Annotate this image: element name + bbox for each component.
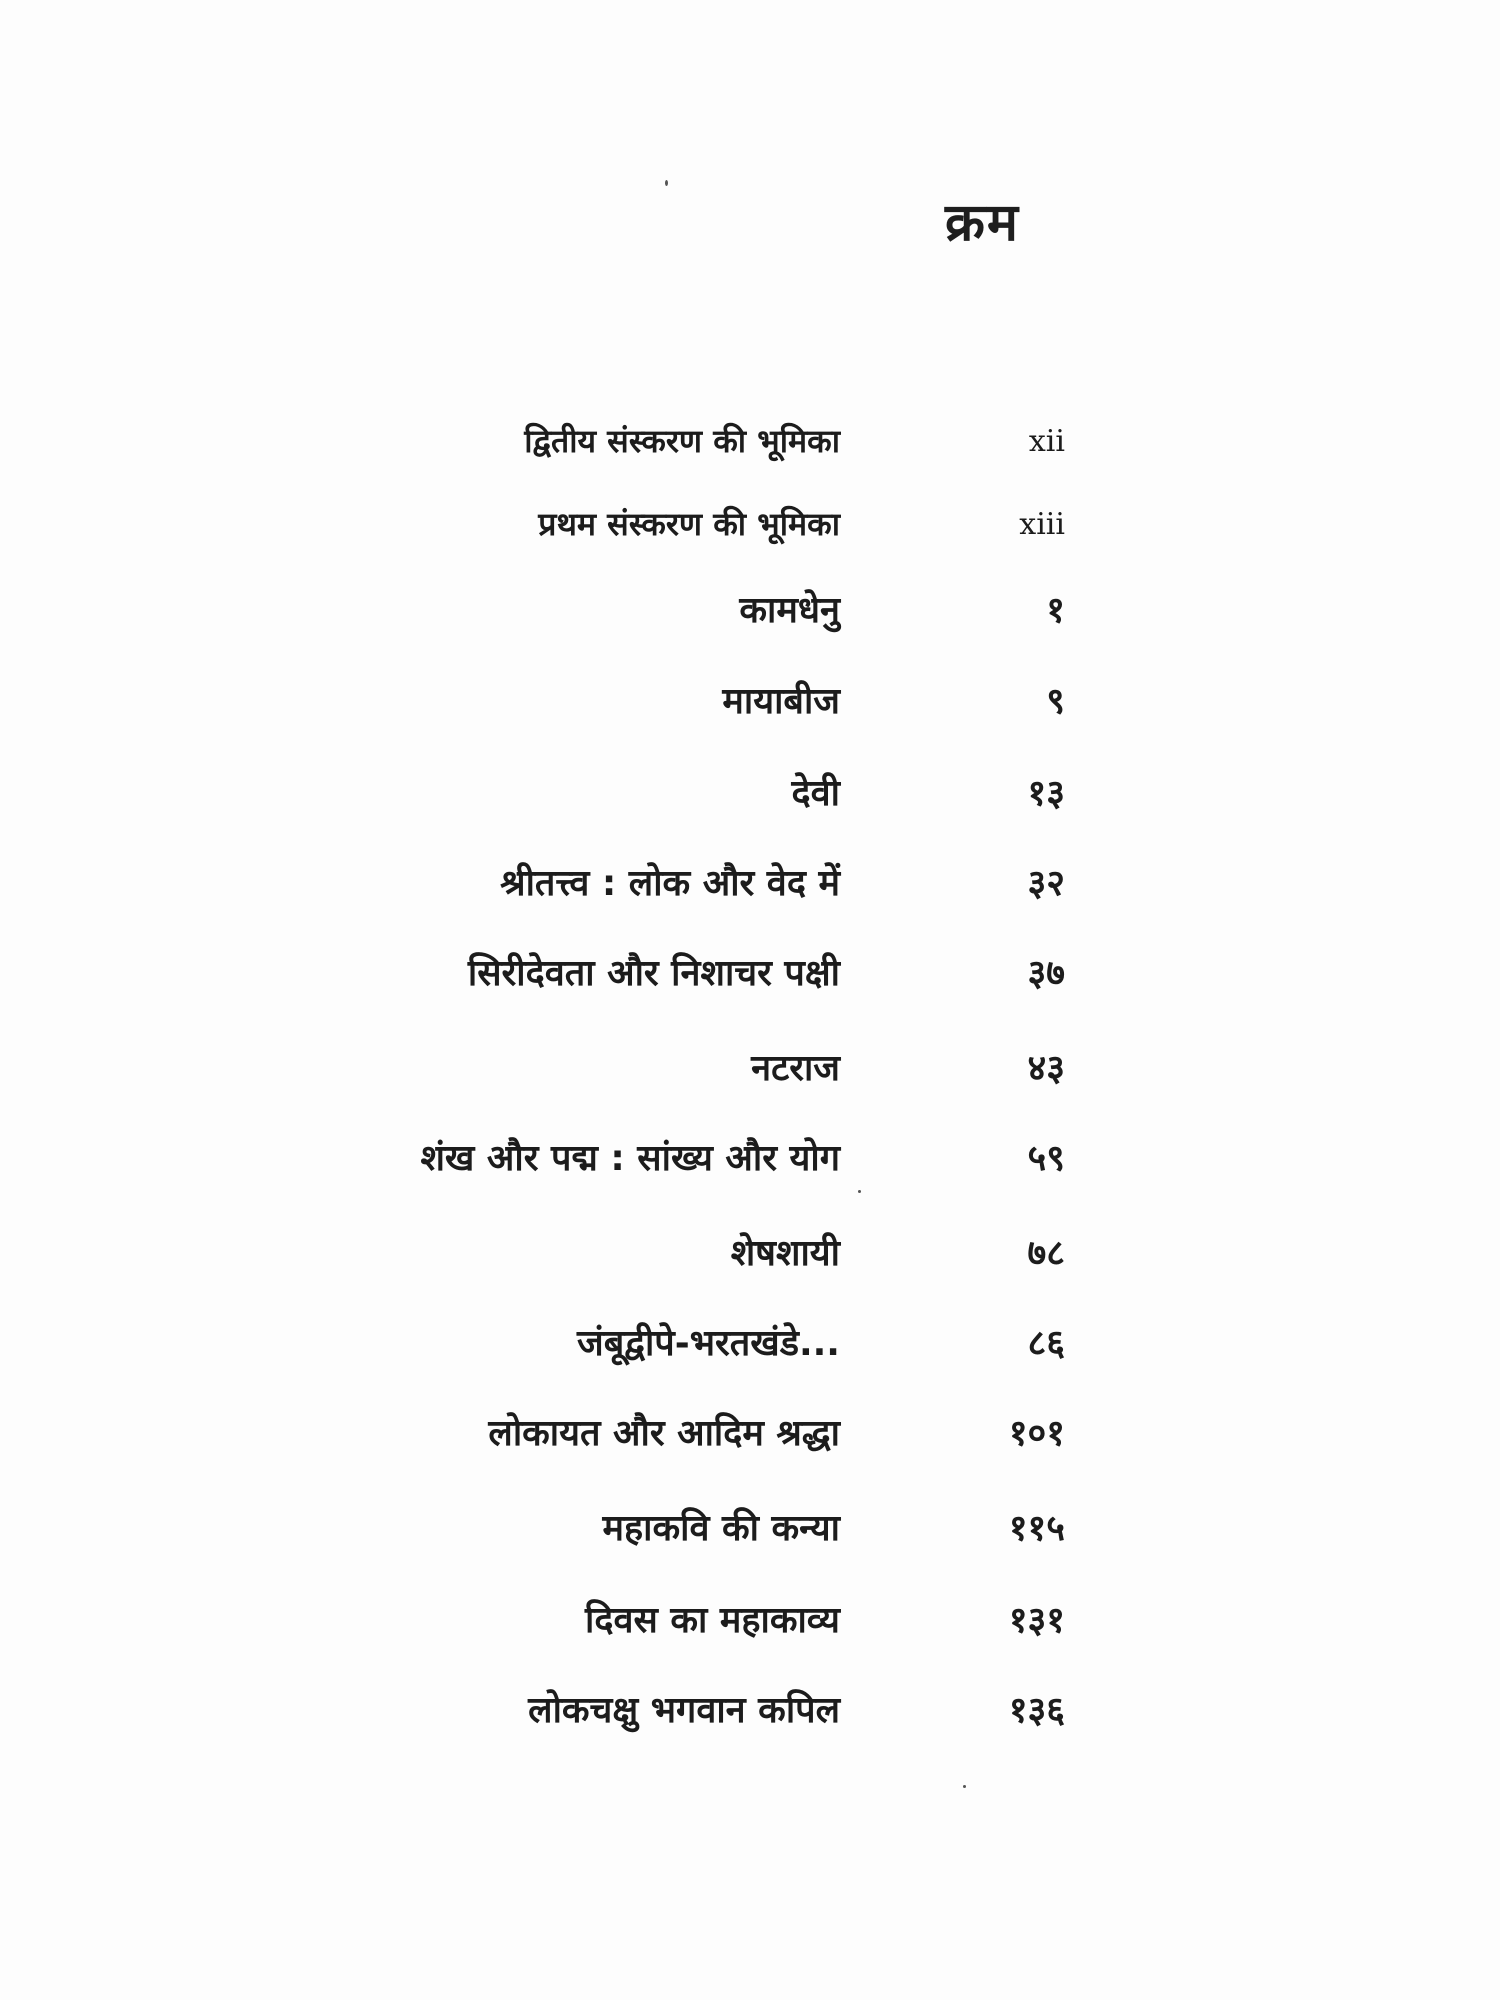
toc-entry bbox=[0, 845, 1500, 905]
toc-entry bbox=[0, 400, 1500, 460]
toc-entry-page: ३७ bbox=[1027, 952, 1065, 994]
toc-entry-page: ३२ bbox=[1027, 862, 1065, 904]
toc-entry bbox=[0, 1030, 1500, 1090]
print-speck bbox=[858, 1190, 861, 1193]
toc-entry bbox=[0, 483, 1500, 543]
toc-entry bbox=[0, 1582, 1500, 1642]
toc-entry bbox=[0, 935, 1500, 995]
toc-entry-page: ८६ bbox=[1027, 1322, 1065, 1364]
contents-heading: क्रम bbox=[945, 193, 1021, 253]
toc-entry-page: १३१ bbox=[1008, 1599, 1065, 1641]
toc-entry-title: दिवस का महाकाव्य bbox=[585, 1599, 840, 1641]
toc-entry-title: प्रथम संस्करण की भूमिका bbox=[538, 504, 840, 543]
toc-entry-title: सिरीदेवता और निशाचर पक्षी bbox=[467, 952, 840, 994]
toc-entry bbox=[0, 1672, 1500, 1732]
toc-entry-title: शेषशायी bbox=[730, 1232, 840, 1274]
toc-entry bbox=[0, 1215, 1500, 1275]
toc-entry-title: जंबूद्वीपे-भरतखंडे... bbox=[577, 1322, 840, 1364]
toc-entry-page: ११५ bbox=[1008, 1507, 1065, 1549]
toc-entry-title: लोकायत और आदिम श्रद्धा bbox=[488, 1412, 840, 1454]
toc-entry-title: कामधेनु bbox=[739, 589, 840, 631]
toc-entry-page: १३६ bbox=[1008, 1689, 1065, 1731]
toc-entry-title: महाकवि की कन्या bbox=[602, 1507, 840, 1549]
toc-entry-page: ९ bbox=[1046, 680, 1065, 722]
toc-entry-page: १०१ bbox=[1008, 1412, 1065, 1454]
toc-entry bbox=[0, 1395, 1500, 1455]
toc-entry-page: xiii bbox=[1019, 507, 1065, 542]
toc-entry-title: नटराज bbox=[751, 1047, 840, 1089]
toc-entry-page: ४३ bbox=[1027, 1047, 1065, 1089]
toc-entry bbox=[0, 1120, 1500, 1180]
toc-entry-page: ५९ bbox=[1027, 1137, 1065, 1179]
print-speck bbox=[665, 180, 668, 186]
toc-entry-title: देवी bbox=[791, 772, 840, 814]
toc-entry-page: १३ bbox=[1027, 772, 1065, 814]
toc-entry bbox=[0, 1305, 1500, 1365]
toc-entry-title: शंख और पद्म : सांख्य और योग bbox=[420, 1137, 840, 1179]
toc-entry bbox=[0, 1490, 1500, 1550]
print-speck bbox=[963, 1785, 966, 1788]
toc-entry bbox=[0, 572, 1500, 632]
toc-entry-title: मायाबीज bbox=[722, 680, 840, 722]
toc-entry bbox=[0, 755, 1500, 815]
toc-entry-title: लोकचक्षु भगवान कपिल bbox=[528, 1689, 840, 1731]
toc-entry-title: श्रीतत्त्व : लोक और वेद में bbox=[500, 862, 840, 904]
toc-entry-page: xii bbox=[1028, 424, 1065, 459]
toc-entry-page: ७८ bbox=[1027, 1232, 1065, 1274]
toc-entry bbox=[0, 663, 1500, 723]
toc-entry-title: द्वितीय संस्करण की भूमिका bbox=[524, 421, 840, 460]
toc-entry-page: १ bbox=[1046, 589, 1065, 631]
